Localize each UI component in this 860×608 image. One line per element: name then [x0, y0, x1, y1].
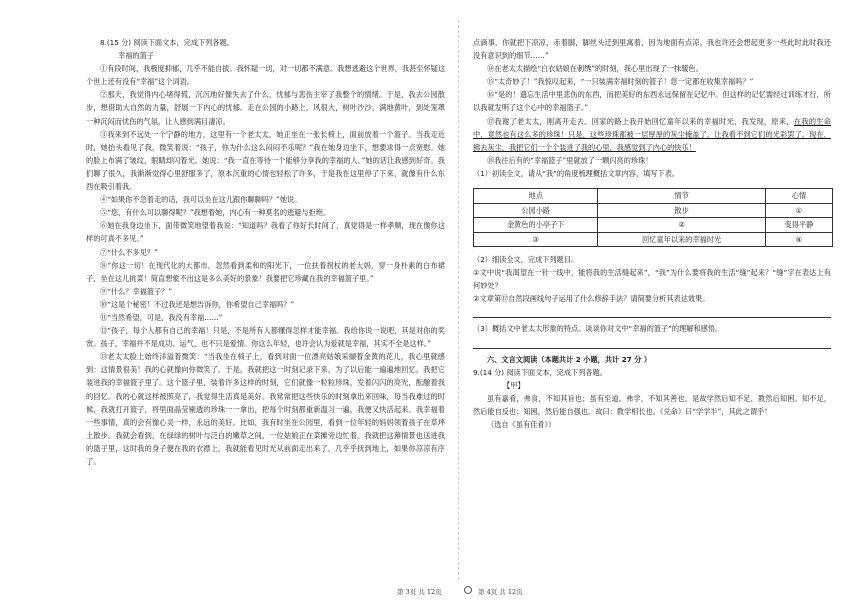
paragraph-9: ⑨“什么？幸福篮子？” — [100, 286, 173, 296]
answer-line[interactable] — [473, 336, 831, 349]
paragraph-17-text: ⑰我谢了老太太，刚离开走去。回家的路上我开始回忆童年以来的幸福时光，我发现，原来， — [487, 116, 794, 126]
paragraph-4: ④“如果你不急着走的话，我可以坐在这儿跟你聊聊吗？”她说。 — [100, 195, 302, 205]
page-number-right: 第 4页 共 12页 — [478, 588, 523, 596]
table-header-cell: 地点 — [474, 189, 598, 204]
paragraph-17 — [473, 115, 831, 154]
table-cell: 散步 — [598, 203, 765, 218]
question-2: （2）细读全文，完成下列题目。 — [473, 255, 579, 265]
summary-table — [473, 188, 833, 247]
table-cell: 金黄色的小亭子下 — [474, 218, 598, 233]
table-header-row — [474, 189, 833, 204]
table-row — [474, 203, 833, 218]
page-number-left: 第 3页 共 12页 — [397, 588, 442, 596]
answer-line[interactable] — [473, 305, 831, 318]
question-9-heading: 9.(14 分) 阅读下面文本，完成下列各题。 — [473, 367, 607, 377]
table-row — [474, 232, 833, 247]
paragraph-8: ⑧“你这一切！在现代化的大都市，忽然看到柔和的阳光下，一位扶着拐杖的老大妈，穿一身朴素的白布裙子，坐在这儿挑菜！简直想象不出这是多么美好的景象！我要把它珍藏在我的幸福篮子里。” — [86, 260, 445, 283]
paragraph-15: ⑮“太奇妙了！”我惊叹起来，“一只装满幸福时刻的篮子！您一定都在收集幸福吗？” — [487, 77, 754, 87]
table-cell: ① — [765, 203, 832, 218]
question-1: （1）初读全文，请从“我”的角度梳理概括文章内容，填写下表。 — [473, 168, 680, 178]
table-cell: 公园小路 — [474, 203, 598, 218]
table-header-cell: 心情 — [765, 189, 832, 204]
table-header-cell: 情节 — [598, 189, 765, 204]
paragraph-3: ③我来到不远处一个宁静的地方，这里有一个老太太，她正坐在一张长椅上，面前放着一个篮子。当我走近时，她抬头看见了我，微笑着说：“孩子，你为什么这么闷闷不乐呢？”我在她身边坐下，想要求得一点宽慰。她的脸上布满了皱纹，眼睛却闪着光。她说：“我一直在等待一个能够分享我的幸福的人。”她的话让我感到好奇。我们聊了很久，我渐渐觉得心里舒服多了，原本沉重的心情也轻松了许多，于是我在这里停了下来，就像有什么东西在吸引着我。 — [86, 129, 445, 192]
article-title: 幸福的篮子 — [118, 51, 154, 61]
table-cell: ③ — [474, 232, 598, 247]
paragraph-17-underlined: 在我的生命中，竟然也有这么多的珍珠！只是，这些珍珠都被一层厚厚的灰尘掩盖了，让我看不到它们的光彩罢了。现在，拂去灰尘，我把它们一个个装进了我的心里，我感觉到了内心的快乐！ — [473, 116, 831, 152]
classical-passage: 虽有嘉肴，弗食，不知其旨也；虽有至道，弗学，不知其善也。是故学然后知不足，教然后知困。知不足，然后能自反也；知困，然后能自强也。故曰：教学相长也。《兑命》曰“学学半”，其此之谓乎！ — [473, 393, 831, 416]
passage-source: （选自《虽有佳肴》） — [487, 419, 556, 429]
table-cell: ② — [598, 218, 765, 233]
paragraph-18: ⑱我往后有的“幸福篮子”里就放了一颗闪亮的珍珠！ — [487, 155, 653, 165]
question-2-1: ①文中说“我渴望在一针一线中，能将我的生活缝起来”，“我”为什么要将我的生活“缝”起来？“缝”字在表达上有何妙处？ — [473, 268, 831, 291]
paragraph-5: ⑤“您，有什么可以聊得呢？”我想着她，内心有一种莫名的逃避与拒绝。 — [100, 208, 331, 218]
question-8-heading: 8.(15 分) 阅读下面文本，完成下列各题。 — [100, 38, 234, 47]
paragraph-14: ⑭在老太太描绘“白衣姑娘在刺绣”的时刻，我心里出现了一抹暖色。 — [487, 64, 703, 74]
paragraph-1: ①有段时间，我极度抑郁，几乎不能自拔。我怀疑一切，对一切都不满意。我想逃避这个世界，我甚至怀疑这个世上还有没有“幸福”这个词语。 — [86, 64, 446, 87]
paragraph-13: ⑬老太太脸上始终洋溢着微笑：“当我坐在椅子上，看到对面一位漂亮姑娘采撷着金黄的花儿，我心里就感到：这情景很美！我的心就像向你微笑了。于是，我就把这一时刻记录下来，为了以后能一遍遍地回忆，我把它装进我的幸福篮子里了。这个篮子里，装着许多这样的时刻，它们就像一粒粒珍珠，发着闪闪的亮光，酝酿着我的回忆。我的心就这样被照亮了，我觉得生活真是美好。我常常把这些快乐的时刻拿出来回味，每当我难过的时候，我就打开篮子，将里面晶莹剔透的珍珠一一拿出，把每个时刻都重新温习一遍，我便又快活起来。我幸福着一些事情，真的会有像心灵一样，永远的美好。比如，我有时坐在公园里，看到一位年轻的妈妈领着孩子在草坪上散步。我就会看到，在绿绿的树叶与泛白的嫩草之间，一位姑娘正在菜摊旁边忙着。我就把这幕情景也送进我的篮子里，这时我的身子便在我的衣襟上，我就能看见时光从前面走出来了，几乎乎抚到地上，如果你凉凉有序了。 — [86, 352, 445, 466]
table-cell: 回忆童年以来的幸福时光 — [598, 232, 765, 247]
section-6-heading: 六、文言文阅读（本题共计 2 小题，共计 27 分 ） — [487, 354, 652, 364]
passage-jia-label: 【甲】 — [503, 380, 525, 390]
paragraph-12: ⑫“孩子，每个人都有自己的幸福！只是，不是所有人都懂得怎样才能幸福。我给你说一说吧，其是对你的奖赏。孩子，幸福并不是成功、运气，也不只是爱情。你这么年轻，也许会认为爱就是幸福，其实不全是这样。” — [86, 326, 445, 349]
paragraph-16: ⑯“是的！遗忘生活中里悲伤的东西，而把美好的东西永远保留在记忆中。但这样的记忆需经过训练才行，所以我就发明了这个心中的幸福篮子。” — [473, 90, 831, 113]
right-column — [473, 36, 831, 431]
page-separator-circle-icon — [464, 586, 472, 594]
table-cell: ④ — [765, 232, 832, 247]
page-divider — [458, 20, 459, 580]
paragraph-2: ②那天，我觉得内心堵得慌，沉沉地好像失去了什么，忧郁与悲伤主宰了我整个的情绪。于是，我去公园散步，想借助大自然的力量，舒展一下内心的忧郁。走在公园的小路上，风很大，树叶沙沙，满地黄叶，到处笼罩一种沉闷而忧伤的气氛，让人感到满目凄凉。 — [86, 90, 445, 126]
paragraph-13-continued: 点滴事，你就把下凉凉，赤着脚，脚丝头迁到里寓着，因为地面有点凉。我也许还会想起更多一些此时此时我还没有意识到的细节……” — [473, 38, 831, 61]
paragraph-10: ⑩“这是个秘密！不过我还是想告诉你，你希望自己幸福吗？” — [100, 299, 295, 309]
paragraph-6: ⑥她在我身边坐下，面带微笑地望着我说：“知道吗？我看了你好长时间了，真觉得是一样孝顺，现在像你这样的可真不多见。” — [86, 221, 445, 244]
paragraph-7: ⑦“什么不多见？” — [100, 247, 158, 257]
left-column — [86, 36, 445, 468]
table-cell: 变得平静 — [765, 218, 832, 233]
question-2-2: ②文章第⑰自然段画线句子运用了什么修辞手法？请简要分析其表达效果。 — [473, 294, 710, 304]
question-3: （3）概括文中老太太形象的特点。谈谈你对文中“幸福的篮子”的理解和感悟。 — [473, 324, 723, 334]
table-row — [474, 218, 833, 233]
paragraph-11: ⑪“当然希望，可是，我没有幸福……” — [100, 312, 223, 322]
